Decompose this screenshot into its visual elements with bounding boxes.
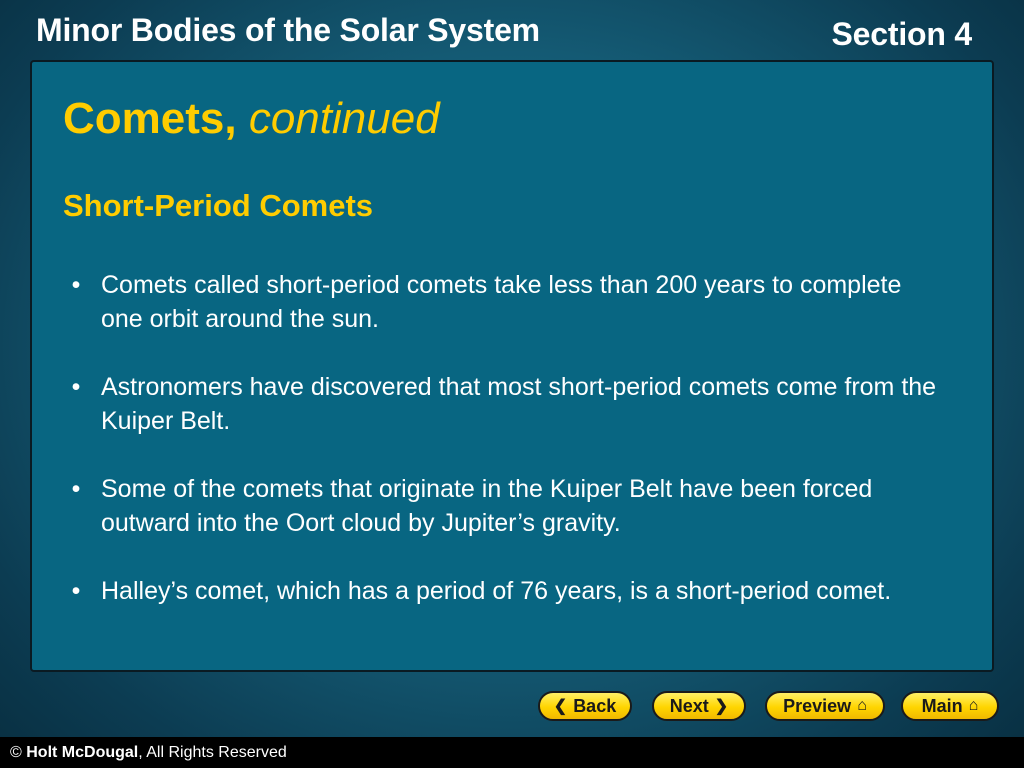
rights-text: , All Rights Reserved (138, 744, 287, 761)
bullet-marker: • (71, 373, 81, 401)
footer-copyright (10, 744, 287, 762)
slide-title-main: Comets, (63, 94, 237, 143)
list-item (61, 574, 941, 608)
home-icon: ⌂ (968, 697, 979, 714)
next-button[interactable] (652, 691, 746, 721)
bullet-marker: • (71, 475, 81, 503)
chevron-left-icon: ❮ (553, 698, 568, 715)
bullet-marker: • (71, 577, 81, 605)
header-title: Minor Bodies of the Solar System (36, 12, 540, 48)
subheading: Short-Period Comets (63, 188, 374, 223)
preview-label: Preview (783, 695, 852, 716)
home-icon: ⌂ (857, 697, 867, 714)
copyright-symbol: © (10, 744, 22, 761)
list-item (61, 370, 941, 438)
next-label: Next (669, 695, 709, 716)
list-item (61, 472, 941, 540)
chevron-right-icon: ❯ (714, 698, 729, 715)
publisher-name: Holt McDougal (26, 744, 139, 761)
preview-button[interactable] (765, 691, 885, 721)
section-label: Section 4 (831, 16, 972, 52)
bullet-text: Some of the comets that originate in the Kuiper Belt have been forced outward into the Oort cloud by Jupiter’s gravity. (101, 475, 873, 537)
bullet-marker: • (71, 271, 81, 299)
bullet-list (61, 268, 941, 642)
content-panel (30, 60, 994, 672)
main-label: Main (921, 695, 963, 716)
bullet-text: Halley’s comet, which has a period of 76 years, is a short-period comet. (101, 577, 892, 605)
bullet-text: Comets called short-period comets take less than 200 years to complete one orbit around the sun. (101, 271, 902, 333)
footer-bar (0, 737, 1024, 768)
list-item (61, 268, 941, 336)
bullet-text: Astronomers have discovered that most short-period comets come from the Kuiper Belt. (101, 373, 937, 435)
back-button[interactable] (538, 691, 632, 721)
slide-title (63, 94, 440, 144)
back-label: Back (573, 695, 617, 716)
slide-title-continued: continued (248, 94, 440, 143)
main-button[interactable] (901, 691, 999, 721)
